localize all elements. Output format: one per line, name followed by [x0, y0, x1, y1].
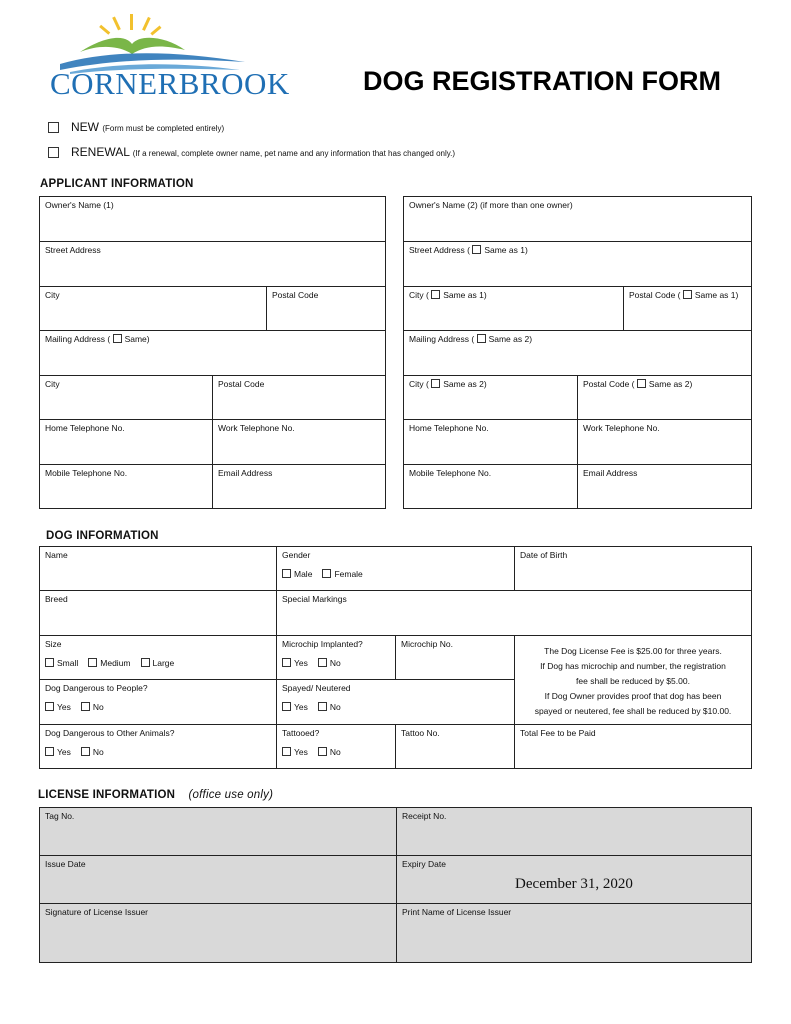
total-fee-field[interactable]: Total Fee to be Paid — [514, 724, 752, 769]
large-checkbox[interactable] — [141, 658, 150, 667]
female-checkbox[interactable] — [322, 569, 331, 578]
dog-breed-field[interactable]: Breed — [39, 590, 277, 636]
no-checkbox[interactable] — [318, 702, 327, 711]
same-as-1-checkbox[interactable] — [683, 290, 692, 299]
spayed-field[interactable]: Spayed/ Neutered Yes No — [276, 679, 515, 725]
owner2-email-field[interactable]: Email Address — [577, 464, 752, 509]
yes-checkbox[interactable] — [282, 658, 291, 667]
owner2-city2-field[interactable]: City ( Same as 2) — [403, 375, 578, 420]
yes-checkbox[interactable] — [282, 702, 291, 711]
owner2-postal-field[interactable]: Postal Code ( Same as 1) — [623, 286, 752, 331]
renewal-checkbox[interactable] — [48, 147, 59, 158]
microchip-implanted-field[interactable]: Microchip Implanted? Yes No — [276, 635, 396, 680]
tag-no-field[interactable]: Tag No. — [39, 807, 397, 856]
owner1-city2-field[interactable]: City — [39, 375, 213, 420]
yes-checkbox[interactable] — [45, 747, 54, 756]
renewal-option[interactable] — [48, 145, 455, 159]
same-as-2-checkbox[interactable] — [431, 379, 440, 388]
applicant-heading: APPLICANT INFORMATION — [40, 178, 194, 190]
no-checkbox[interactable] — [318, 658, 327, 667]
owner2-mobile-tel-field[interactable]: Mobile Telephone No. — [403, 464, 578, 509]
new-label: NEW — [71, 120, 99, 134]
no-checkbox[interactable] — [81, 702, 90, 711]
logo-graphic-icon — [50, 14, 255, 74]
new-note: (Form must be completed entirely) — [102, 124, 225, 133]
owner2-home-tel-field[interactable]: Home Telephone No. — [403, 419, 578, 465]
logo — [50, 14, 290, 104]
owner1-postal-field[interactable]: Postal Code — [266, 286, 386, 331]
same-as-2-checkbox[interactable] — [477, 334, 486, 343]
dog-gender-field[interactable]: Gender Male Female — [276, 546, 515, 591]
new-option[interactable] — [48, 120, 224, 134]
owner1-name-field[interactable]: Owner's Name (1) — [39, 196, 386, 242]
owner1-email-field[interactable]: Email Address — [212, 464, 386, 509]
owner1-mobile-tel-field[interactable]: Mobile Telephone No. — [39, 464, 213, 509]
tattoo-no-field[interactable]: Tattoo No. — [395, 724, 515, 769]
receipt-no-field[interactable]: Receipt No. — [396, 807, 752, 856]
dangerous-people-field[interactable]: Dog Dangerous to People? Yes No — [39, 679, 277, 725]
dog-heading: DOG INFORMATION — [46, 530, 159, 542]
same-as-2-checkbox[interactable] — [637, 379, 646, 388]
yes-checkbox[interactable] — [282, 747, 291, 756]
dangerous-animals-field[interactable]: Dog Dangerous to Other Animals? Yes No — [39, 724, 277, 769]
owner2-name-field[interactable]: Owner's Name (2) (if more than one owner) — [403, 196, 752, 242]
print-name-field[interactable]: Print Name of License Issuer — [396, 903, 752, 963]
yes-checkbox[interactable] — [45, 702, 54, 711]
owner2-work-tel-field[interactable]: Work Telephone No. — [577, 419, 752, 465]
expiry-date-value: December 31, 2020 — [515, 876, 633, 892]
issue-date-field[interactable]: Issue Date — [39, 855, 397, 904]
owner1-home-tel-field[interactable]: Home Telephone No. — [39, 419, 213, 465]
owner2-city-field[interactable]: City ( Same as 1) — [403, 286, 624, 331]
fee-note: The Dog License Fee is $25.00 for three years. If Dog has microchip and number, the registration fee shall be reduced by $5.00. If Dog Owner provides proof that dog has been spayed or neutered, fee shall be reduced by $10.00. — [514, 635, 752, 725]
owner2-mailing-field[interactable]: Mailing Address ( Same as 2) — [403, 330, 752, 376]
male-checkbox[interactable] — [282, 569, 291, 578]
dog-size-field[interactable]: Size Small Medium Large — [39, 635, 277, 680]
owner1-city-field[interactable]: City — [39, 286, 267, 331]
license-heading: LICENSE INFORMATION (office use only) — [38, 789, 274, 801]
logo-text: CORNERBROOK — [50, 66, 290, 101]
expiry-date-field[interactable]: Expiry Date December 31, 2020 — [396, 855, 752, 904]
dog-dob-field[interactable]: Date of Birth — [514, 546, 752, 591]
owner2-street-field[interactable]: Street Address ( Same as 1) — [403, 241, 752, 287]
no-checkbox[interactable] — [318, 747, 327, 756]
signature-field[interactable]: Signature of License Issuer — [39, 903, 397, 963]
owner1-work-tel-field[interactable]: Work Telephone No. — [212, 419, 386, 465]
license-heading-note: (office use only) — [188, 789, 274, 801]
dog-name-field[interactable]: Name — [39, 546, 277, 591]
owner1-street-field[interactable]: Street Address — [39, 241, 386, 287]
dog-markings-field[interactable]: Special Markings — [276, 590, 752, 636]
page-title: DOG REGISTRATION FORM — [363, 66, 721, 96]
owner1-mailing-field[interactable]: Mailing Address ( Same) — [39, 330, 386, 376]
same-checkbox[interactable] — [113, 334, 122, 343]
same-as-1-checkbox[interactable] — [431, 290, 440, 299]
same-as-1-checkbox[interactable] — [472, 245, 481, 254]
new-checkbox[interactable] — [48, 122, 59, 133]
tattooed-field[interactable]: Tattooed? Yes No — [276, 724, 396, 769]
small-checkbox[interactable] — [45, 658, 54, 667]
microchip-no-field[interactable]: Microchip No. — [395, 635, 515, 680]
medium-checkbox[interactable] — [88, 658, 97, 667]
renewal-note: (If a renewal, complete owner name, pet name and any information that has changed only.) — [132, 149, 456, 158]
renewal-label: RENEWAL — [71, 145, 130, 159]
owner1-postal2-field[interactable]: Postal Code — [212, 375, 386, 420]
owner2-postal2-field[interactable]: Postal Code ( Same as 2) — [577, 375, 752, 420]
no-checkbox[interactable] — [81, 747, 90, 756]
